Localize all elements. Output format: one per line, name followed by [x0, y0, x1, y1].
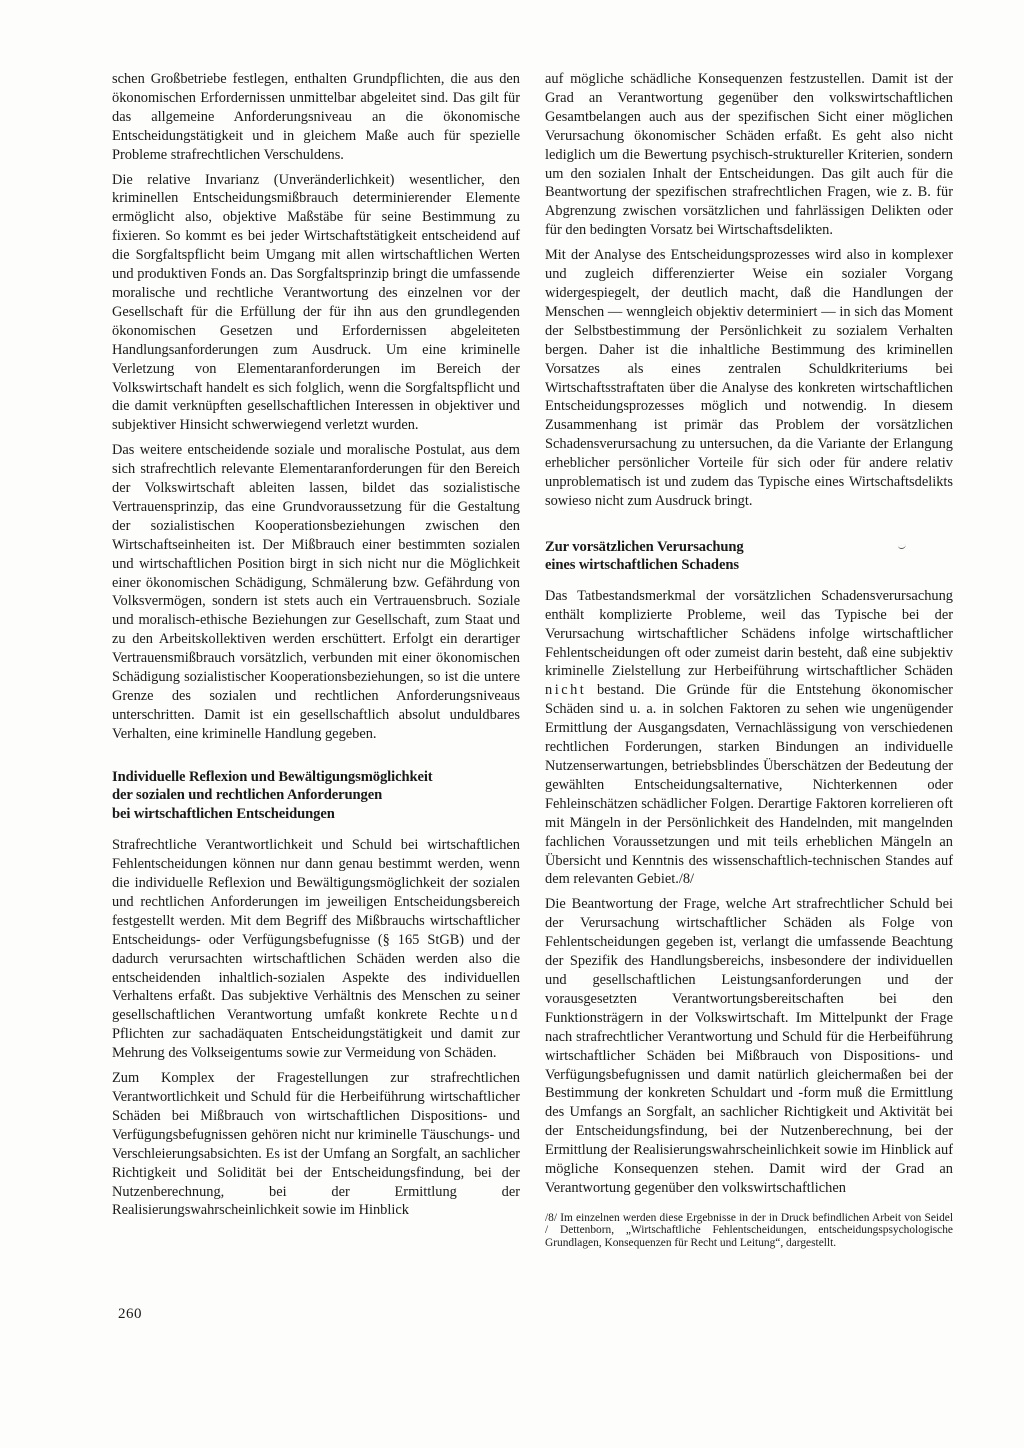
heading-line: Zur vorsätzlichen Verursachung: [545, 538, 744, 555]
heading-line: der sozialen und rechtlichen Anforderungen: [112, 787, 383, 804]
page-number: 260: [118, 1306, 142, 1322]
paragraph: [545, 587, 953, 890]
section-heading: [545, 538, 953, 575]
footnote: /8/ Im einzelnen werden diese Ergebnisse in der in Druck befindlichen Arbeit von Seidel / Dettenborn, „Wirtschaftliche Fehlentscheidungen, entscheidungspsychologische Grundlagen, Konsequenzen für Recht und Leitung“, dargestellt.: [545, 1211, 953, 1250]
paragraph: Das weitere entscheidende soziale und moralische Postulat, aus dem sich strafrechtlich relevante Elementaranforderungen für den Bereich der Volkswirtschaft ableiten lassen, bildet das sozialistische Vertrauensprinzip, das eine Grundvoraussetzung für die Gestaltung der sozialistischen Kooperationsbeziehungen zwischen den Wirtschaftseinheiten ist. Der Mißbrauch einer bestimmten sozialen und wirtschaftlichen Position birgt in sich nicht nur die Möglichkeit einer ökonomischen Schädigung, Schmälerung bzw. Gefährdung von Volksvermögen, sondern ist stets auch ein Vertrauensbruch. Soziale und moralisch-ethische Beziehungen zur Gesellschaft, zum Staat und zu den Arbeitskollektiven werden erschüttert. Erfolgt ein derartiger Vertrauensmißbrauch vorsätzlich, verbunden mit einer ökonomischen Schädigung sozialistischer Kooperationsbeziehungen, so ist die untere Grenze des sozialen und rechtlichen Anforderungsniveaus unterschritten. Damit ist ein gesellschaftlich absolut unduldbares Verhalten, eine kriminelle Handlung gegeben.: [112, 442, 520, 742]
left-column: [112, 70, 520, 1226]
paragraph-text: Pflichten zur sachadäquaten Entscheidungstätigkeit und damit zur Mehrung des Volkseigentums sowie zur Vermeidung von Schäden.: [112, 1026, 520, 1062]
paragraph-text: bestand. Die Gründe für die Entstehung ökonomischer Schäden sind u. a. in solchen Faktoren zu sehen wie ungenügender Ermittlung der Ausgangsdaten, Vernachlässigung von verschiedenen rechtlichen Forderungen, starken Bindungen an individuelle Nutzenserwartungen, betriebsblindes Überschätzen der Bedeutung der gewählten Entscheidungsalternative, Nichterkennen oder Fehleinschätzen schädlicher Folgen. Derartige Faktoren korrelieren oft mit Mängeln in der Persönlichkeit des Handelnden, mit mangelnden fachlichen Voraussetzungen und mit teils erheblichen Mängeln an Übersicht und Kenntnis des wissenschaftlich-technischen Standes auf dem relevanten Gebiet./8/: [545, 682, 953, 888]
paragraph: Mit der Analyse des Entscheidungsprozesses wird also in komplexer und zugleich differenzierter Weise ein sozialer Vorgang widergespiegelt, der deutlich macht, daß die Handlungen der Menschen — wenngleich objektiv determiniert — in sich das Moment der Selbstbestimmung der Persönlichkeit zu sozialem Verhalten bergen. Daher ist die inhaltliche Bestimmung des kriminellen Vorsatzes als eines zentralen Schuldkriteriums bei Wirtschaftsstraftaten über die Analyse des konkreten wirtschaftlichen Entscheidungsprozesses möglich und notwendig. In diesem Zusammenhang ist primär das Problem der vorsätzlichen Schadensverursachung zu untersuchen, da die Variante der Erlangung erheblicher persönlicher Vorteile für sich oder für andere relativ unproblematisch ist und zudem das Typische eines Wirtschaftsdelikts sowieso nicht zum Ausdruck bringt.: [545, 247, 953, 509]
paragraph-text: Das Tatbestandsmerkmal der vorsätzlichen Schadensverursachung enthält komplizierte Probleme, weil das Typische bei der Verursachung wirtschaftlicher Schädens infolge wirtschaftlicher Fehlentscheidungen oft oder zumeist darin besteht, daß eine subjektiv kriminelle Zielstellung zur Herbeiführung wirtschaftlicher Schäden: [545, 587, 953, 680]
paragraph: Die Beantwortung der Frage, welche Art strafrechtlicher Schuld bei der Verursachung wirtschaftlicher Schäden als Folge von Fehlentscheidungen gegeben ist, verlangt die umfassende Beachtung der Spezifik des Handlungsbereichs, insbesondere der individuellen und gesellschaftlichen Leistungsanforderungen und der vorausgesetzten Verantwortungsbereitschaften bei den Funktionsträgern in der Volkswirtschaft. Im Mittelpunkt der Frage nach strafrechtlicher Verantwortung und Schuld für die Herbeiführung wirtschaftlicher Schäden bei Mißbrauch von Dispositions- und Verfügungsbefugnissen und damit natürlich gleichermaßen bei der Bestimmung der konkreten Schuldart und -form muß die Ermittlung des Umfangs an Sorgfalt, an sachlicher Richtigkeit und Aktivität bei der Entscheidungsfindung, bei der Nutzenberechnung, bei der Ermittlung der Realisierungswahrscheinlichkeit sowie im Hinblick auf mögliche Konsequenzen stehen. Damit wird der Grad an Verantwortung gegenüber den volkswirtschaftlichen: [545, 896, 953, 1196]
heading-line: Individuelle Reflexion und Bewältigungsmöglichkeit: [112, 768, 433, 785]
paragraph: schen Großbetriebe festlegen, enthalten Grundpflichten, die aus den ökonomischen Erfordernissen unmittelbar abgeleitet sind. Das gilt für das allgemeine Anforderungsniveau an die ökonomische Entscheidungstätigkeit und in gleichem Maße auch für spezielle Probleme strafrechtlichen Verschuldens.: [112, 71, 520, 163]
emphasized-word: und: [490, 1007, 520, 1024]
right-column: [545, 70, 953, 1256]
paragraph: Die relative Invarianz (Unveränderlichkeit) wesentlicher, den kriminellen Entscheidungsmißbrauch determinierender Elemente ermöglicht also, objektive Maßstäbe für seine Bestimmung zu fixieren. So kommt es bei jeder Wirtschaftstätigkeit entscheidend auf die Sorgfaltspflicht beim Umgang mit allen wirtschaftlichen Werten und produktiven Fonds an. Das Sorgfaltsprinzip bringt die umfassende moralische und rechtliche Verantwortung des einzelnen vor der Gesellschaft für die Erfüllung der für ihn aus den grundlegenden ökonomischen Gesetzen und Erfordernissen abgeleiteten Handlungsanforderungen zum Ausdruck. Um eine kriminelle Verletzung von Elementaranforderungen im Bereich der Volkswirtschaft handelt es sich folglich, wenn die Sorgfaltspflicht und die damit verknüpften gesellschaftlichen Interessen in objektiver und subjektiver Hinsicht schwerwiegend verletzt wurden.: [112, 171, 520, 434]
section-heading: [112, 768, 520, 824]
paragraph: Zum Komplex der Fragestellungen zur strafrechtlichen Verantwortlichkeit und Schuld für die Herbeiführung wirtschaftlicher Schäden bei Mißbrauch von wirtschaftlichen Dispositions- und Verfügungsbefugnissen gehören nicht nur kriminelle Täuschungs- und Verschleierungsabsichten. Es ist der Umfang an Sorgfalt, an sachlicher Richtigkeit und Solidität bei der Entscheidungsfindung, bei der Nutzenberechnung, bei der Ermittlung der Realisierungswahrscheinlichkeit sowie im Hinblick: [112, 1070, 520, 1219]
heading-line: eines wirtschaftlichen Schadens: [545, 557, 739, 574]
heading-line: bei wirtschaftlichen Entscheidungen: [112, 805, 335, 822]
paragraph-text: Strafrechtliche Verantwortlichkeit und Schuld bei wirtschaftlichen Fehlentscheidungen können nur dann genau bestimmt werden, wenn die individuelle Reflexion und Bewältigungsmöglichkeit der sozialen und rechtlichen Anforderungen im jeweiligen Entscheidungsbereich festgestellt werden. Mit dem Begriff des Mißbrauchs wirtschaftlicher Entscheidungs- oder Verfügungsbefugnisse (§ 165 StGB) und der dadurch verursachten wirtschaftlichen Schäden werden also die entscheidenden inhaltlich-sozialen Aspekte des individuellen Verhaltens erfaßt. Das subjektive Verhältnis des Menschen zu seiner gesellschaftlichen Verantwortung umfaßt konkrete Rechte: [112, 837, 520, 1024]
paragraph: [112, 836, 520, 1063]
paragraph: auf mögliche schädliche Konsequenzen festzustellen. Damit ist der Grad an Verantwortung gegenüber den volkswirtschaftlichen Gesamtbelangen auch aus der spezifischen Sicht einer möglichen Verursachung ökonomischer Schäden erfaßt. Es geht also nicht lediglich um die Bewertung psychisch-struktureller Kriterien, sondern um den sozialen Inhalt der Entscheidungen. Das gilt auch für die Beantwortung der spezifischen strafrechtlichen Fragen, wie z. B. für Abgrenzung zwischen vorsätzlichen und fahrlässigen Delikten oder für den bedingten Vorsatz bei Wirtschaftsdelikten.: [545, 71, 953, 239]
emphasized-word: nicht: [545, 682, 587, 699]
